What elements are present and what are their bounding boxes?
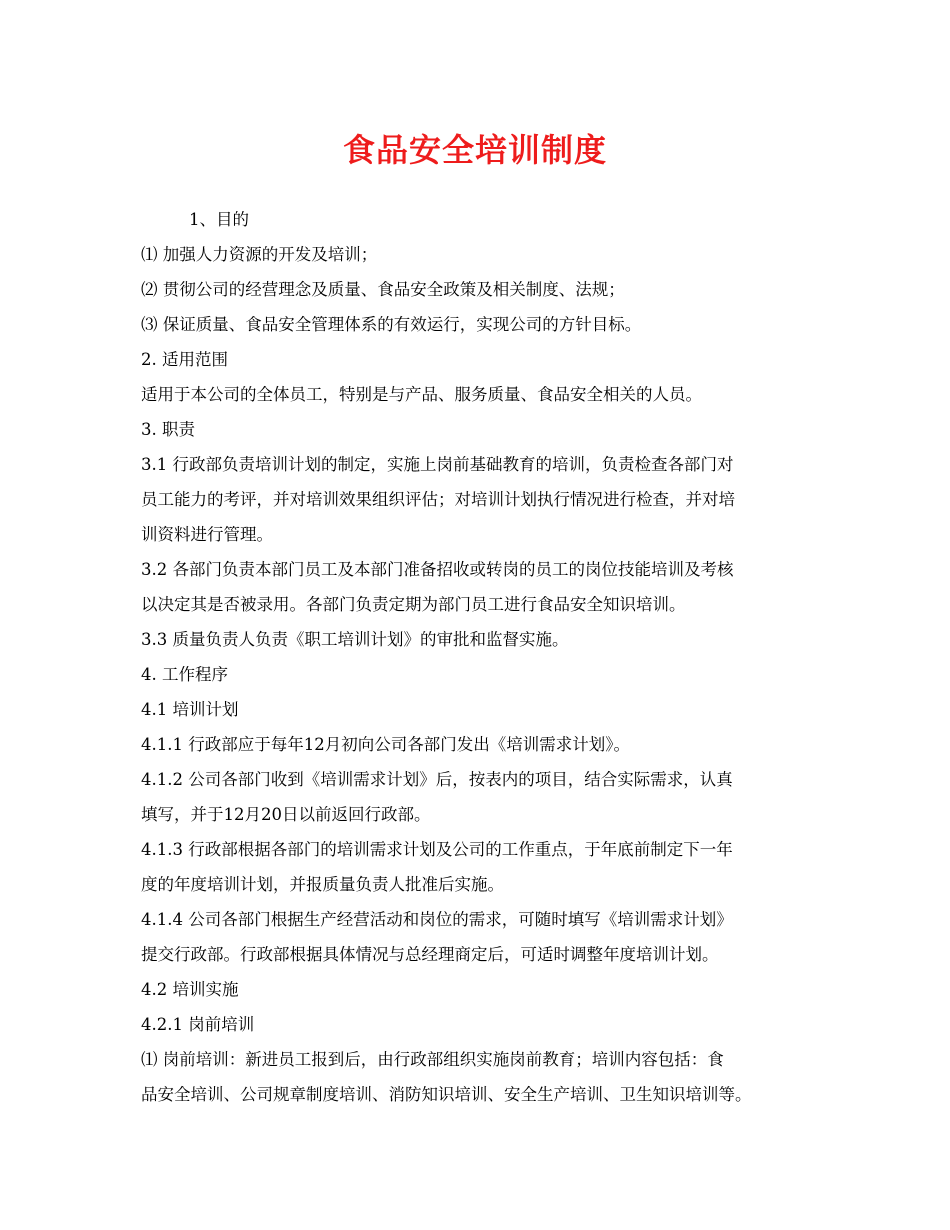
paragraph-line: 提交行政部。行政部根据具体情况与总经理商定后，可适时调整年度培训计划。 [141, 945, 719, 964]
paragraph-line: 员工能力的考评，并对培训效果组织评估；对培训计划执行情况进行检查，并对培 [141, 490, 735, 509]
paragraph-line: ⑶ 保证质量、食品安全管理体系的有效运行，实现公司的方针目标。 [141, 315, 642, 334]
paragraph-line: ⑴ 加强人力资源的开发及培训； [141, 245, 378, 264]
paragraph-line: 填写，并于12月20日以前返回行政部。 [141, 805, 431, 824]
subsection-heading-pre-job-training: 4.2.1 岗前培训 [141, 1015, 255, 1034]
subsection-heading-training-plan: 4.1 培训计划 [141, 700, 239, 719]
section-heading-responsibilities: 3. 职责 [141, 420, 195, 439]
paragraph-line: 3.2 各部门负责本部门员工及本部门准备招收或转岗的员工的岗位技能培训及考核 [141, 560, 734, 579]
document-title: 食品安全培训制度 [342, 131, 607, 169]
paragraph-line: 4.1.4 公司各部门根据生产经营活动和岗位的需求，可随时填写《培训需求计划》 [141, 910, 733, 929]
section-heading-purpose: 1、目的 [189, 210, 249, 229]
subsection-heading-training-implementation: 4.2 培训实施 [141, 980, 239, 999]
section-heading-scope: 2. 适用范围 [141, 350, 228, 369]
paragraph-line: 训资料进行管理。 [141, 525, 273, 544]
paragraph-line: 3.1 行政部负责培训计划的制定，实施上岗前基础教育的培训，负责检查各部门对 [141, 455, 734, 474]
paragraph-line: 品安全培训、公司规章制度培训、消防知识培训、安全生产培训、卫生知识培训等。 [141, 1085, 752, 1104]
section-heading-procedure: 4. 工作程序 [141, 665, 228, 684]
paragraph-line: 4.1.2 公司各部门收到《培训需求计划》后，按表内的项目，结合实际需求，认真 [141, 770, 733, 789]
paragraph-line: 3.3 质量负责人负责《职工培训计划》的审批和监督实施。 [141, 630, 569, 649]
paragraph-line: 4.1.3 行政部根据各部门的培训需求计划及公司的工作重点，于年底前制定下一年 [141, 840, 733, 859]
paragraph-line: ⑴ 岗前培训：新进员工报到后，由行政部组织实施岗前教育；培训内容包括：食 [141, 1050, 724, 1069]
paragraph-line: 以决定其是否被录用。各部门负责定期为部门员工进行食品安全知识培训。 [141, 595, 686, 614]
paragraph-line: 度的年度培训计划，并报质量负责人批准后实施。 [141, 875, 504, 894]
paragraph-line: ⑵ 贯彻公司的经营理念及质量、食品安全政策及相关制度、法规； [141, 280, 625, 299]
paragraph-line: 适用于本公司的全体员工，特别是与产品、服务质量、食品安全相关的人员。 [141, 385, 702, 404]
document-body [141, 202, 821, 1112]
paragraph-line: 4.1.1 行政部应于每年12月初向公司各部门发出《培训需求计划》。 [141, 735, 630, 754]
